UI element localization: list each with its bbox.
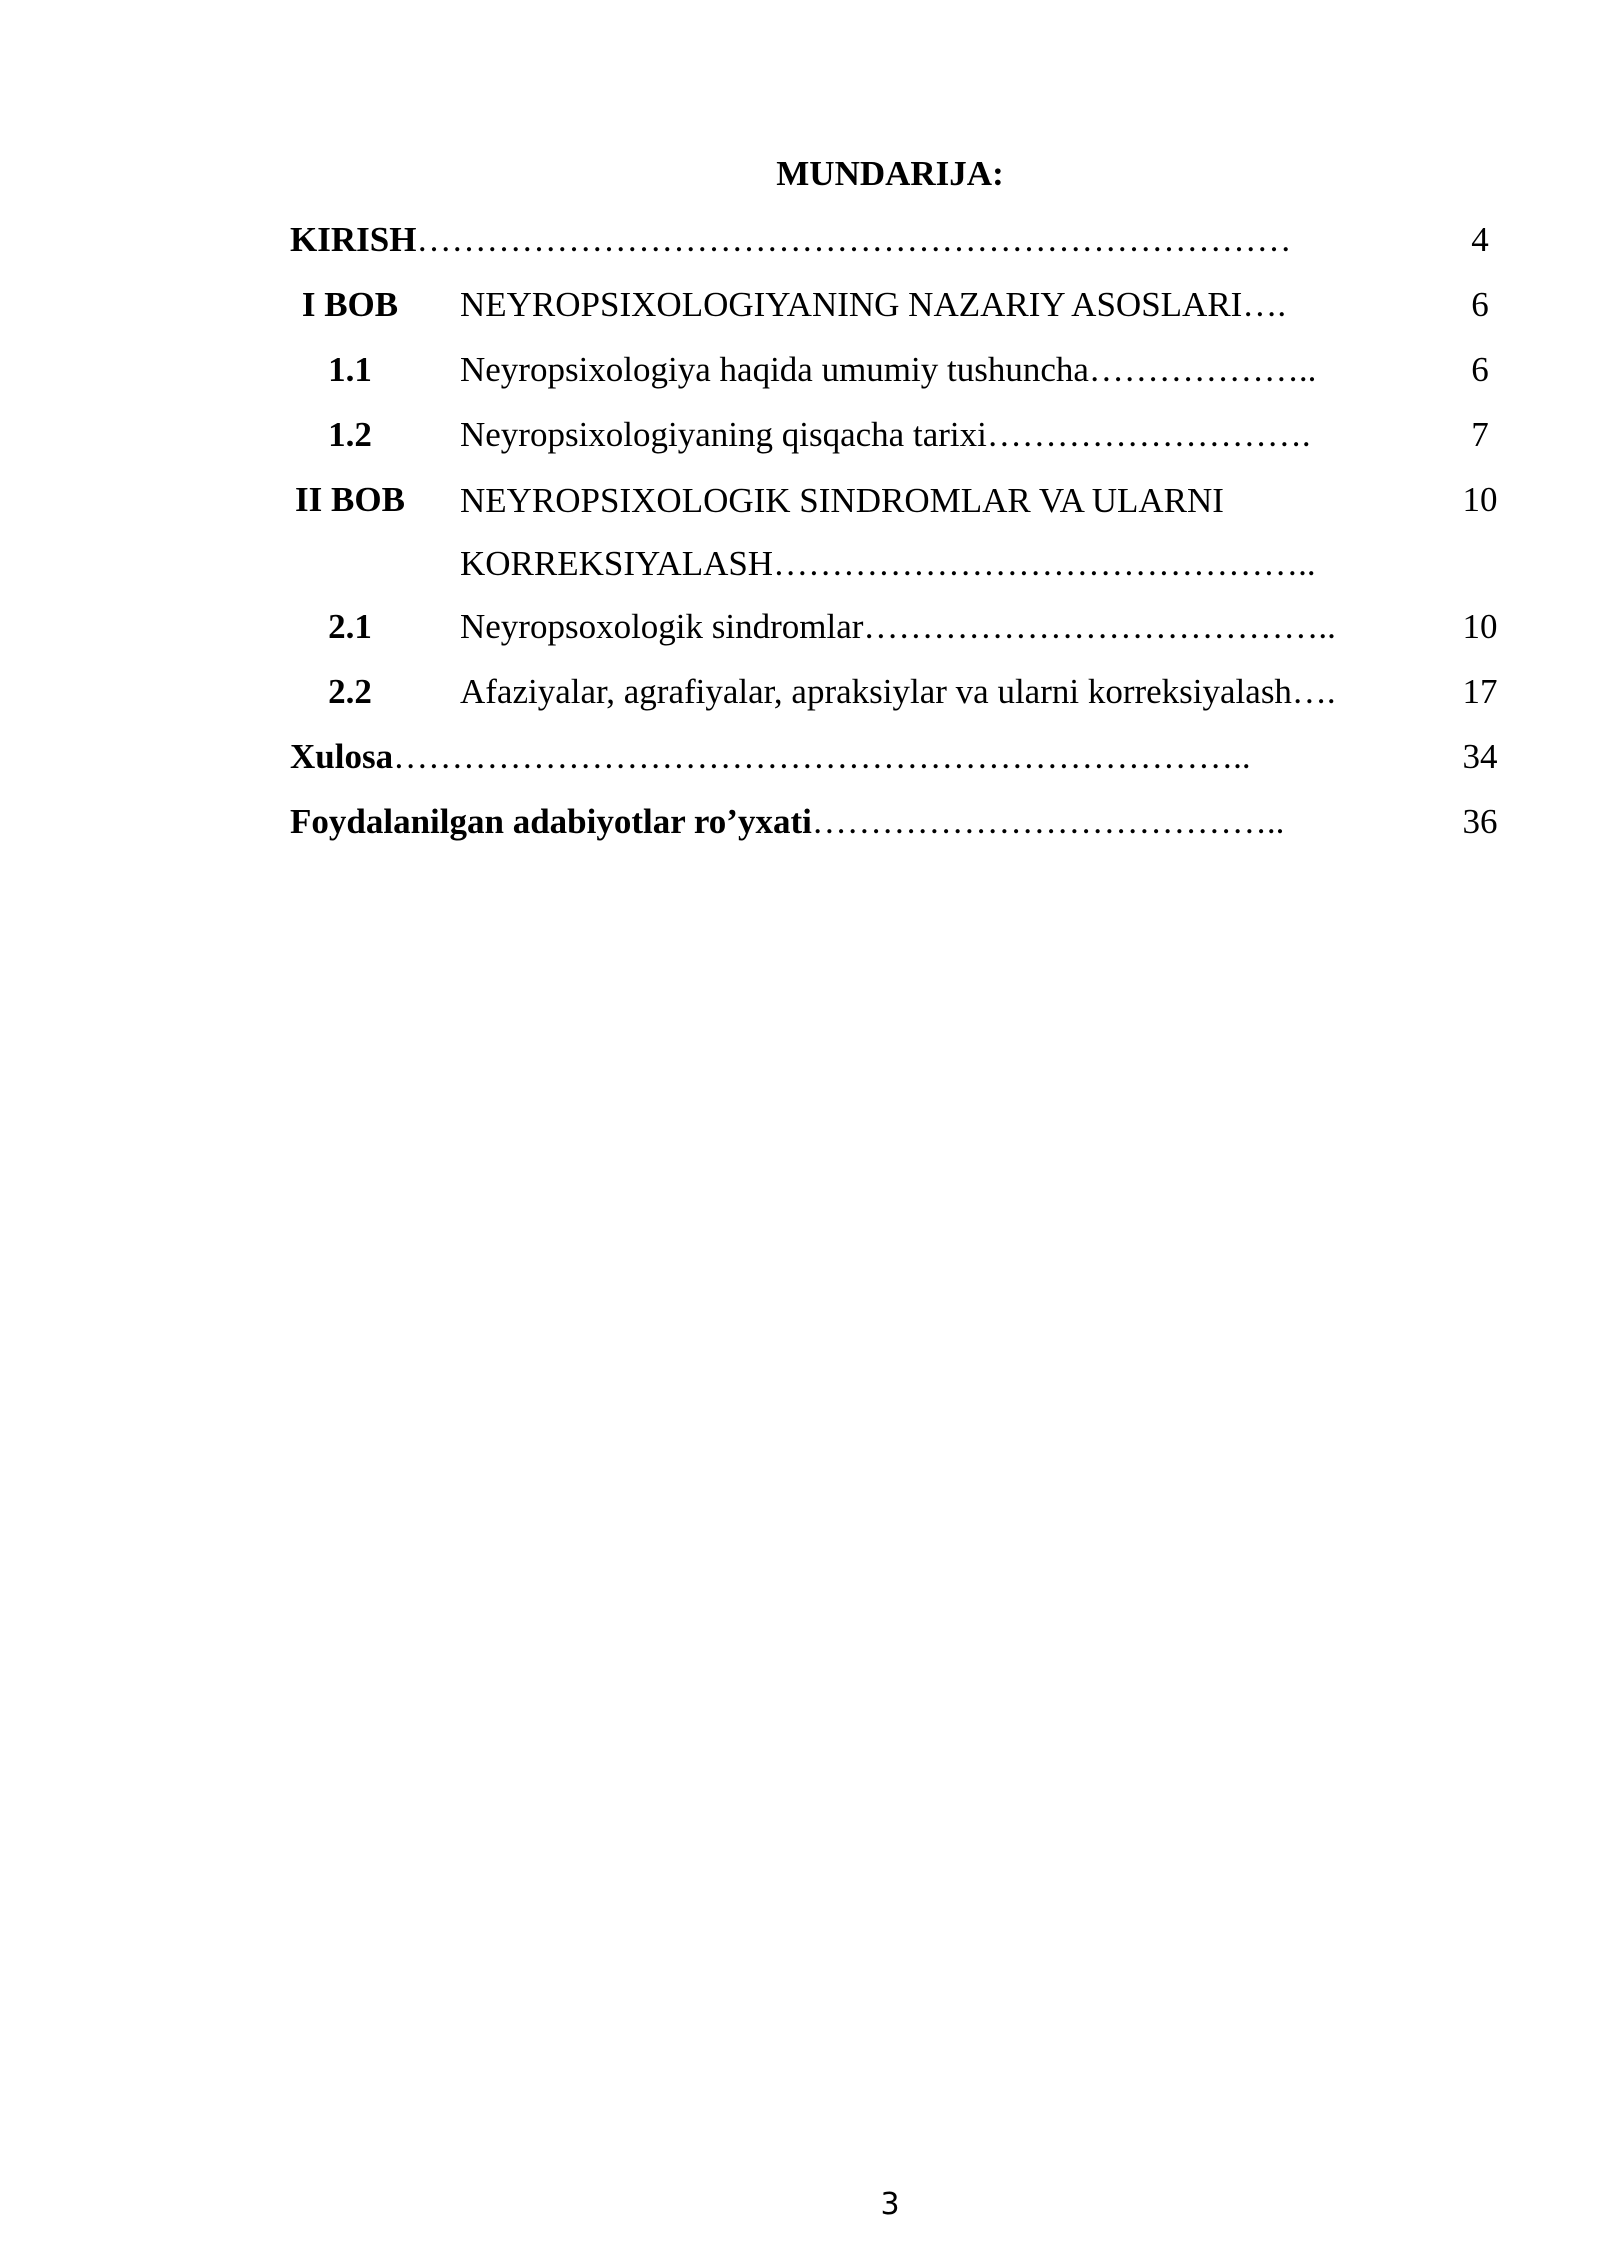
toc-entry-page: 34 — [1462, 737, 1498, 776]
toc-entry-page: 4 — [1471, 220, 1489, 259]
toc-entry-page: 10 — [1462, 607, 1498, 646]
toc-entry-number: II BOB — [295, 480, 405, 519]
toc-entry-number: 2.2 — [328, 672, 372, 711]
toc-entry-chapter-2[interactable] — [290, 475, 1510, 602]
toc-entry-xulosa[interactable] — [290, 732, 1510, 797]
toc-entry-number: 1.1 — [328, 350, 372, 389]
toc-entry-section-2-2[interactable] — [290, 667, 1510, 732]
toc-entry-bibliography[interactable] — [290, 797, 1510, 862]
toc-entry-number: I BOB — [301, 285, 399, 324]
toc-entry-page: 36 — [1462, 802, 1498, 841]
toc-entry-text: Neyropsixologiyaning qisqacha tarixi………………………. — [460, 415, 1311, 454]
toc-entry-chapter-1[interactable] — [290, 280, 1510, 345]
toc-entry-label: KIRISH………………………………………………………………… — [290, 220, 1292, 259]
toc-entry-page: 6 — [1471, 285, 1489, 324]
toc-entry-number: 1.2 — [328, 415, 372, 454]
toc-entry-text: NEYROPSIXOLOGIYANING NAZARIY ASOSLARI…. — [460, 285, 1287, 324]
toc-entry-text: Afaziyalar, agrafiyalar, apraksiylar va ularni korreksiyalash…. — [460, 672, 1336, 711]
toc-entry-section-1-2[interactable] — [290, 410, 1510, 475]
toc-entry-page: 7 — [1471, 415, 1489, 454]
page-number: 3 — [880, 2187, 900, 2222]
toc-entry-text: Neyropsixologiya haqida umumiy tushuncha……………….. — [460, 350, 1317, 389]
toc-entry-section-2-1[interactable] — [290, 602, 1510, 667]
toc-title: MUNDARIJA: — [776, 154, 1004, 193]
toc-entry-kirish[interactable] — [290, 215, 1510, 280]
toc-entry-text: NEYROPSIXOLOGIK SINDROMLAR VA ULARNI KORREKSIYALASH……………………………………….. — [460, 481, 1316, 583]
toc-entry-text: Neyropsoxologik sindromlar………………………………….. — [460, 607, 1336, 646]
table-of-contents — [290, 215, 1510, 862]
toc-entry-label: Foydalanilgan adabiyotlar ro’yxati………………………………….. — [290, 802, 1285, 841]
toc-entry-label: Xulosa……………………………………………………………….. — [290, 737, 1251, 776]
toc-entry-section-1-1[interactable] — [290, 345, 1510, 410]
toc-entry-page: 17 — [1462, 672, 1498, 711]
toc-entry-number: 2.1 — [328, 607, 372, 646]
toc-entry-page: 10 — [1462, 480, 1498, 519]
toc-entry-page: 6 — [1471, 350, 1489, 389]
